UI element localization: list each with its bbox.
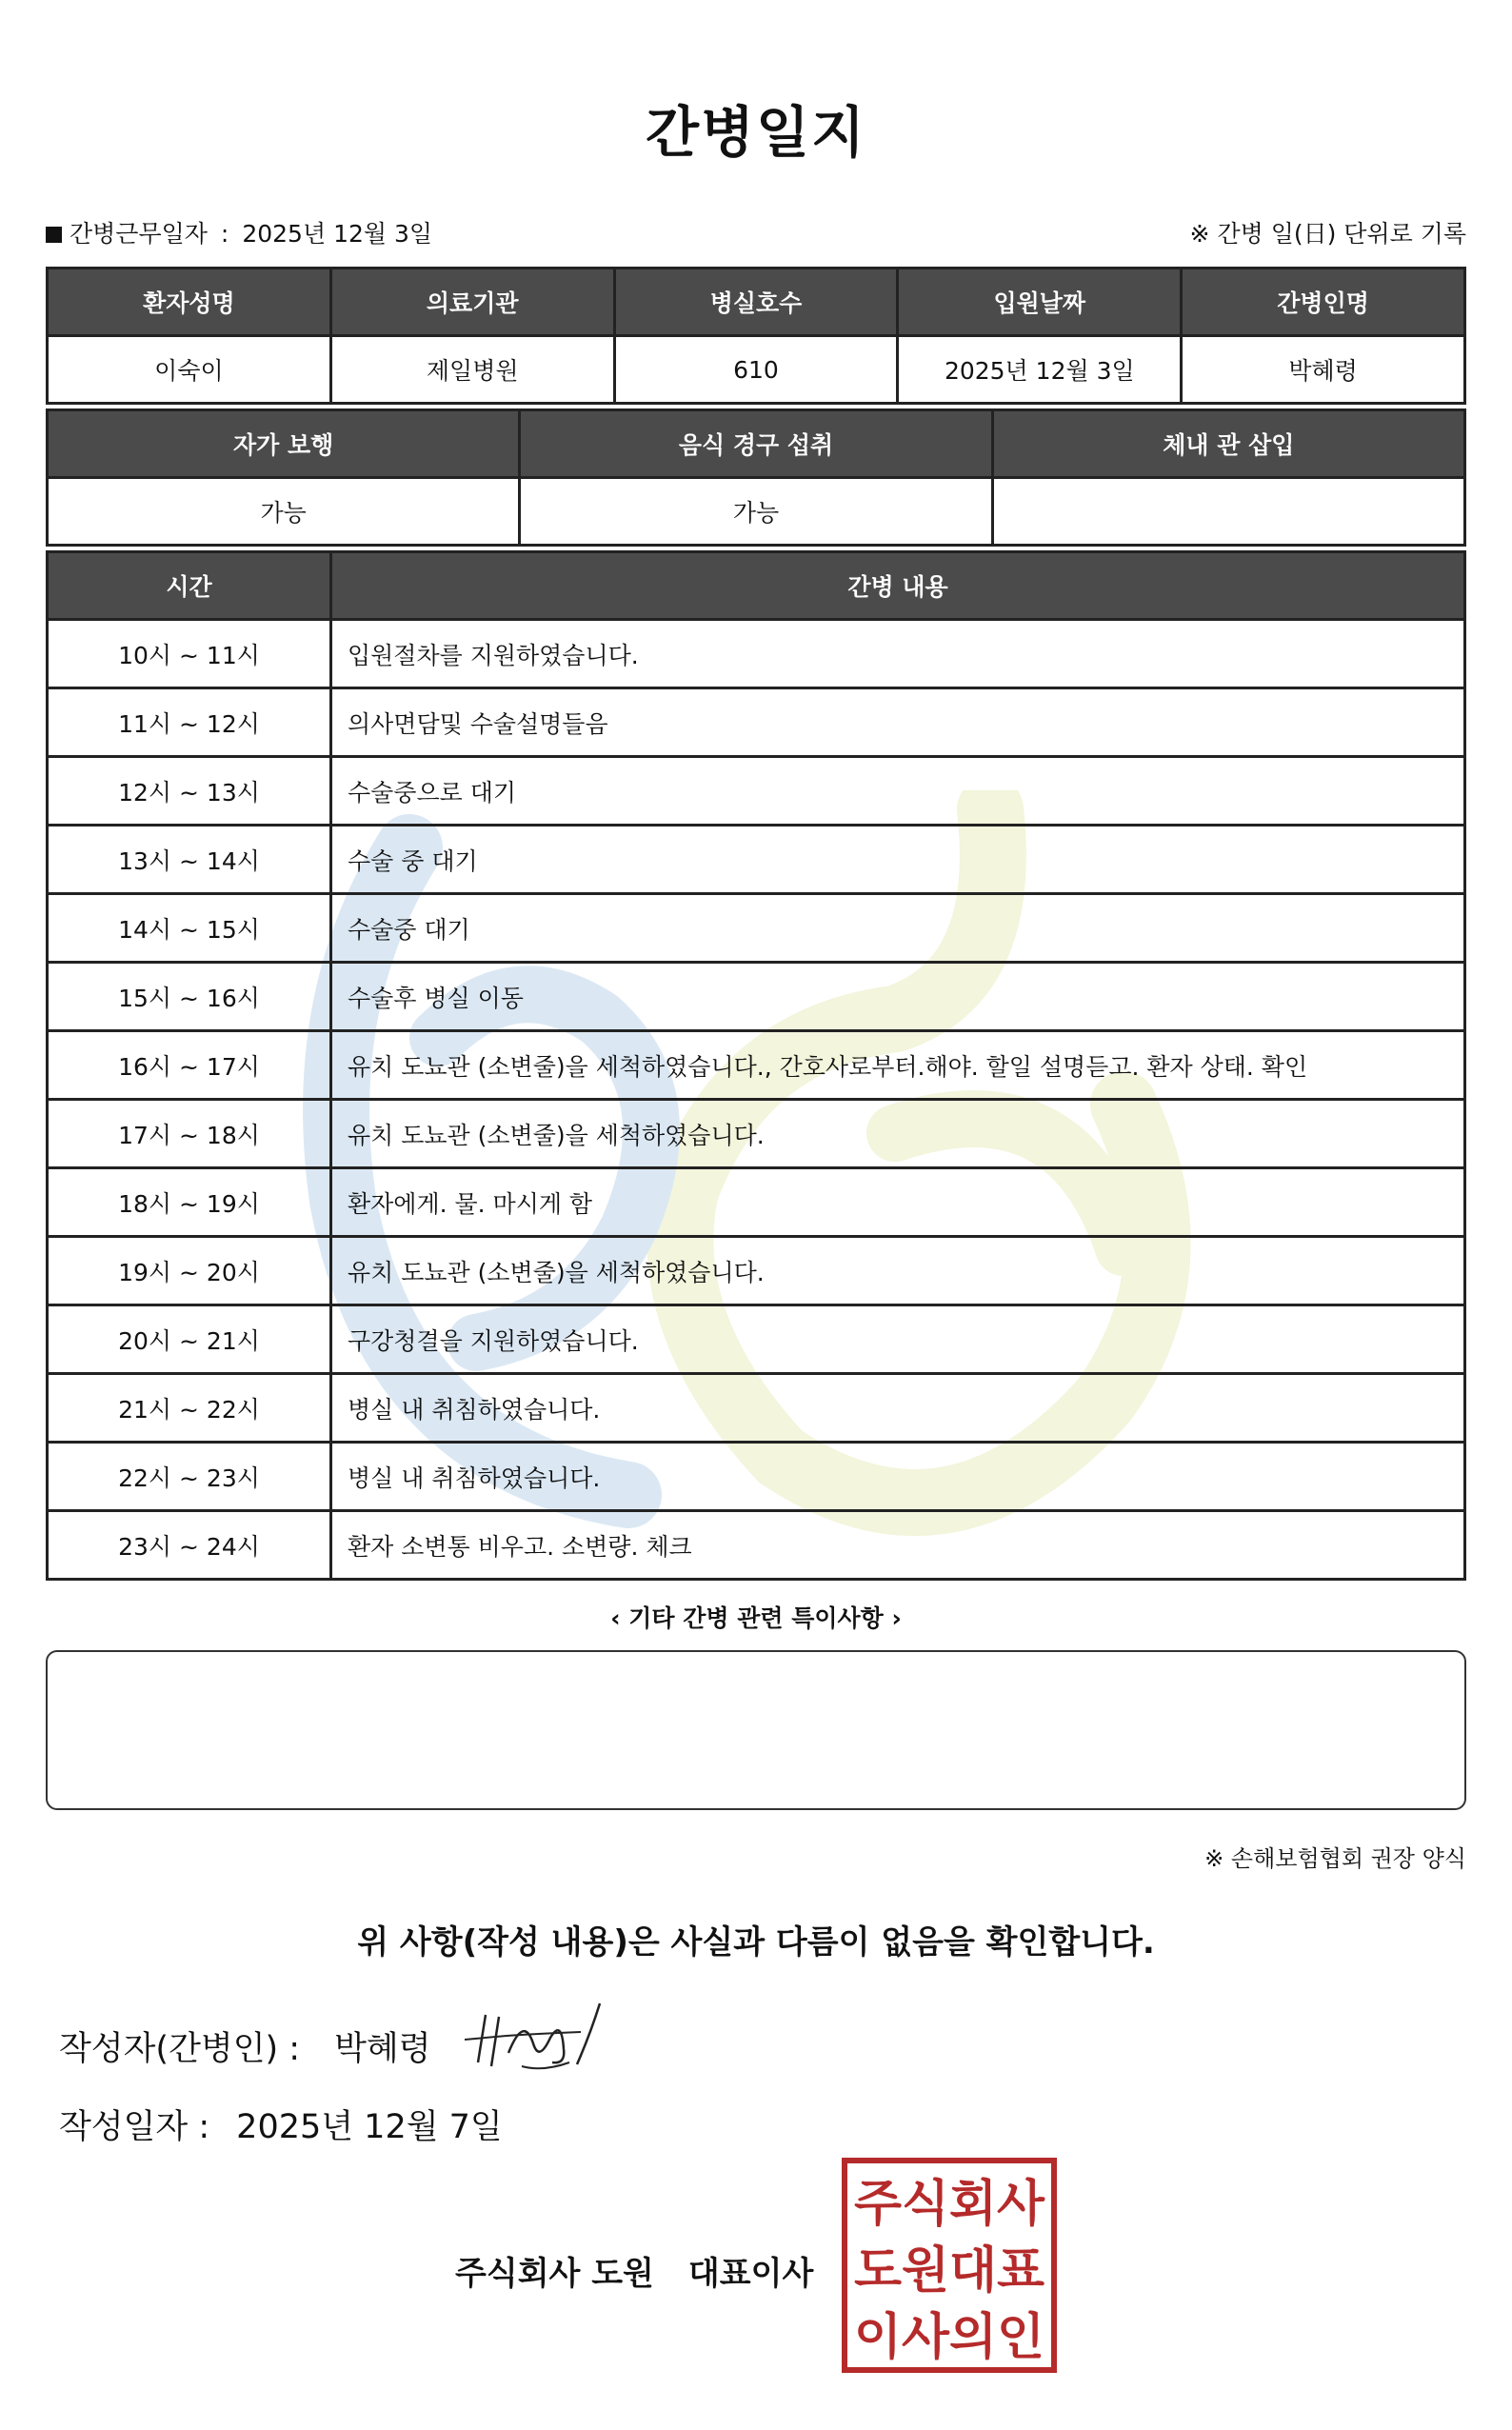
table-row xyxy=(48,757,1465,826)
log-content: 수술중 대기 xyxy=(331,894,1465,963)
table-row xyxy=(48,1237,1465,1305)
table-row xyxy=(48,688,1465,757)
log-time: 14시 ~ 15시 xyxy=(48,894,331,963)
header-patient-name: 환자성명 xyxy=(48,269,331,336)
hospital-name: 제일병원 xyxy=(330,336,614,404)
log-content: 수술 중 대기 xyxy=(331,826,1465,894)
log-time: 23시 ~ 24시 xyxy=(48,1511,331,1580)
duty-date xyxy=(46,215,432,249)
log-content: 유치 도뇨관 (소변줄)을 세척하였습니다. xyxy=(331,1100,1465,1168)
writer-name: 박혜령 xyxy=(334,2030,431,2068)
writer-label: 작성자(간병인) : xyxy=(59,2030,301,2068)
svg-text:주식회사: 주식회사 xyxy=(854,2176,1045,2233)
notes-title: ‹ 기타 간병 관련 특이사항 › xyxy=(610,1604,902,1632)
header-admission-date: 입원날짜 xyxy=(898,269,1182,336)
table-row xyxy=(48,826,1465,894)
company-seal xyxy=(842,2158,1057,2373)
header-room-number: 병실호수 xyxy=(614,269,898,336)
care-log-table xyxy=(46,550,1466,1581)
representative-title: 대표이사 xyxy=(687,2255,814,2293)
confirmation-statement: 위 사항(작성 내용)은 사실과 다름이 없음을 확인합니다. xyxy=(357,1923,1155,1962)
write-date-value: 2025년 12월 7일 xyxy=(236,2108,503,2146)
header-tube-insertion: 체내 관 삽입 xyxy=(992,410,1464,478)
admission-date: 2025년 12월 3일 xyxy=(898,336,1182,404)
table-row xyxy=(48,1374,1465,1443)
oral-intake-value: 가능 xyxy=(520,478,992,546)
log-time: 21시 ~ 22시 xyxy=(48,1374,331,1443)
log-time: 13시 ~ 14시 xyxy=(48,826,331,894)
duty-date-value: 2025년 12월 3일 xyxy=(242,220,433,248)
document-title: 간병일지 xyxy=(645,100,867,165)
log-time: 17시 ~ 18시 xyxy=(48,1100,331,1168)
table-row xyxy=(48,1168,1465,1237)
table-row xyxy=(48,1305,1465,1374)
log-content: 구강청결을 지원하였습니다. xyxy=(331,1305,1465,1374)
self-walking-value: 가능 xyxy=(48,478,520,546)
log-content: 의사면담및 수술설명들음 xyxy=(331,688,1465,757)
square-bullet-icon xyxy=(46,227,62,243)
log-time: 20시 ~ 21시 xyxy=(48,1305,331,1374)
table-row xyxy=(48,1511,1465,1580)
table-row xyxy=(48,620,1465,688)
patient-status-table xyxy=(46,408,1466,547)
header-time: 시간 xyxy=(48,552,331,620)
header-caregiver-name: 간병인명 xyxy=(1182,269,1465,336)
unit-note: ※ 간병 일(日) 단위로 기록 xyxy=(1189,220,1466,248)
table-row xyxy=(48,1031,1465,1100)
caregiver-name: 박혜령 xyxy=(1182,336,1465,404)
log-content: 병실 내 취침하였습니다. xyxy=(331,1374,1465,1443)
log-time: 22시 ~ 23시 xyxy=(48,1443,331,1511)
patient-name: 이숙이 xyxy=(48,336,331,404)
write-date-label: 작성일자 : xyxy=(59,2108,210,2146)
log-content: 수술후 병실 이동 xyxy=(331,963,1465,1031)
log-content: 유치 도뇨관 (소변줄)을 세척하였습니다., 간호사로부터.해야. 할일 설명듣고. 환자 상태. 확인 xyxy=(331,1031,1465,1100)
log-content: 환자 소변통 비우고. 소변량. 체크 xyxy=(331,1511,1465,1580)
room-number: 610 xyxy=(614,336,898,404)
log-time: 19시 ~ 20시 xyxy=(48,1237,331,1305)
log-time: 18시 ~ 19시 xyxy=(48,1168,331,1237)
svg-text:이사의인: 이사의인 xyxy=(854,2309,1044,2366)
tube-insertion-value xyxy=(992,478,1464,546)
notes-box xyxy=(46,1650,1466,1810)
header-care-content: 간병 내용 xyxy=(331,552,1465,620)
log-time: 12시 ~ 13시 xyxy=(48,757,331,826)
signature xyxy=(457,1996,609,2074)
log-content: 유치 도뇨관 (소변줄)을 세척하였습니다. xyxy=(331,1237,1465,1305)
header-self-walking: 자가 보행 xyxy=(48,410,520,478)
log-content: 환자에게. 물. 마시게 함 xyxy=(331,1168,1465,1237)
meta-row xyxy=(46,215,1466,253)
svg-text:도원대표: 도원대표 xyxy=(854,2242,1044,2300)
company-name: 주식회사 도원 xyxy=(455,2255,654,2293)
table-row xyxy=(48,963,1465,1031)
recommendation-note: ※ 손해보험협회 권장 양식 xyxy=(1204,1845,1466,1872)
table-row xyxy=(48,1443,1465,1511)
log-content: 수술중으로 대기 xyxy=(331,757,1465,826)
log-content: 병실 내 취침하였습니다. xyxy=(331,1443,1465,1511)
log-time: 11시 ~ 12시 xyxy=(48,688,331,757)
duty-date-label: 간병근무일자 xyxy=(70,220,208,248)
patient-info-table xyxy=(46,267,1466,405)
log-time: 10시 ~ 11시 xyxy=(48,620,331,688)
header-oral-intake: 음식 경구 섭취 xyxy=(520,410,992,478)
duty-date-separator: : xyxy=(220,220,229,248)
company-line xyxy=(455,2247,813,2294)
writer-line xyxy=(59,2022,431,2070)
table-row xyxy=(48,894,1465,963)
log-content: 입원절차를 지원하였습니다. xyxy=(331,620,1465,688)
table-row xyxy=(48,1100,1465,1168)
header-hospital: 의료기관 xyxy=(330,269,614,336)
log-time: 15시 ~ 16시 xyxy=(48,963,331,1031)
write-date-line xyxy=(59,2101,503,2148)
log-time: 16시 ~ 17시 xyxy=(48,1031,331,1100)
